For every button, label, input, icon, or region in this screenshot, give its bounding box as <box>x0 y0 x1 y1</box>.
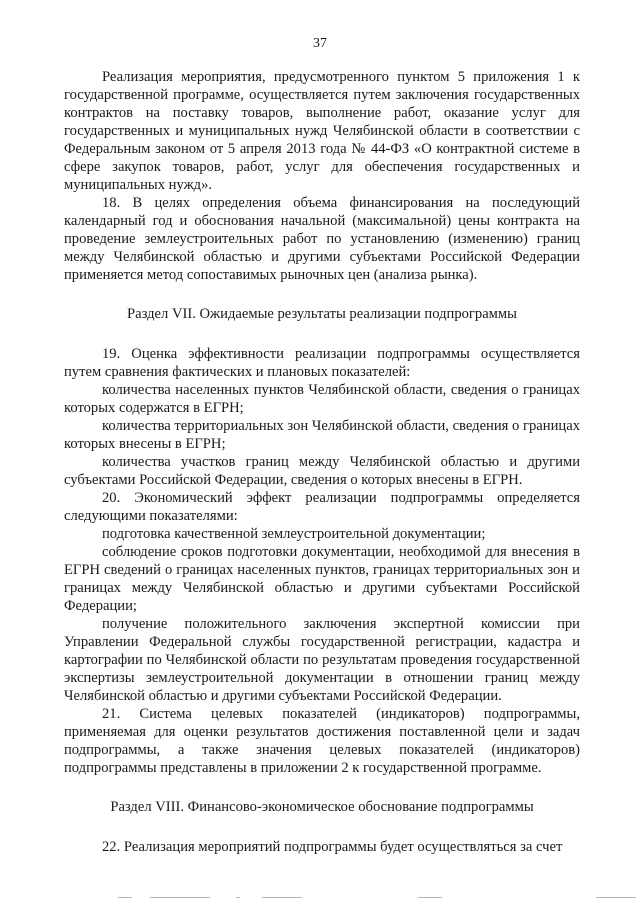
list-item-territorial-zones: количества территориальных зон Челябинской области, сведения о границах которых внесены в ЕГРН; <box>64 418 580 452</box>
page-number: 37 <box>313 36 327 51</box>
list-item-quality-documentation: подготовка качественной землеустроительной документации; <box>102 526 486 542</box>
paragraph-contract-procurement: Реализация мероприятия, предусмотренного пунктом 5 приложения 1 к государственной программе, осуществляется путем заключения государственных контрактов на поставку товаров, выполнение работ, оказание услуг для государственных и муниципальных нужд Челябинской области в соответствии с Федеральным законом от 5 апреля 2013 года № 44-ФЗ «О контрактной системе в сфере закупок товаров, работ, услуг для обеспечения государственных и муниципальных нужд». <box>64 69 580 193</box>
paragraph-22: 22. Реализация мероприятий подпрограммы будет осуществляться за счет <box>102 839 563 855</box>
paragraph-19: 19. Оценка эффективности реализации подпрограммы осуществляется путем сравнения фактических и плановых показателей: <box>64 346 580 380</box>
document-body <box>64 68 580 856</box>
list-item-settlements: количества населенных пунктов Челябинской области, сведения о границах которых содержатся в ЕГРН; <box>64 382 580 416</box>
paragraph-18: 18. В целях определения объема финансирования на последующий календарный год и обоснования начальной (максимальной) цены контракта на проведение землеустроительных работ по установлению (изменению) границ между Челябинской областью и другими субъектами Российской Федерации применяется метод сопоставимых рыночных цен (анализа рынка). <box>64 195 580 283</box>
scan-edge-mark <box>0 897 640 899</box>
paragraph-21: 21. Система целевых показателей (индикаторов) подпрограммы, применяемая для оценки результатов достижения поставленной цели и задач подпрограммы, а также значения целевых показателей (индикаторов) подпрограммы представлены в приложении 2 к государственной программе. <box>64 706 580 776</box>
list-item-deadlines: соблюдение сроков подготовки документации, необходимой для внесения в ЕГРН сведений о границах населенных пунктов, границах территориальных зон и границах между Челябинской областью и другими субъектами Российской Федерации; <box>64 544 580 614</box>
list-item-expert-conclusion: получение положительного заключения экспертной комиссии при Управлении Федеральной службы государственной регистрации, кадастра и картографии по Челябинской области по результатам проведения государственной экспертизы землеустроительной документации в отношении границ между Челябинской областью и другими субъектами Российской Федерации. <box>64 616 580 704</box>
paragraph-20: 20. Экономический эффект реализации подпрограммы определяется следующими показателями: <box>64 490 580 524</box>
section-8-heading: Раздел VIII. Финансово-экономическое обоснование подпрограммы <box>110 799 534 815</box>
list-item-border-sections: количества участков границ между Челябинской областью и другими субъектами Российской Федерации, сведения о которых внесены в ЕГРН. <box>64 454 580 488</box>
section-7-heading: Раздел VII. Ожидаемые результаты реализации подпрограммы <box>127 306 517 322</box>
